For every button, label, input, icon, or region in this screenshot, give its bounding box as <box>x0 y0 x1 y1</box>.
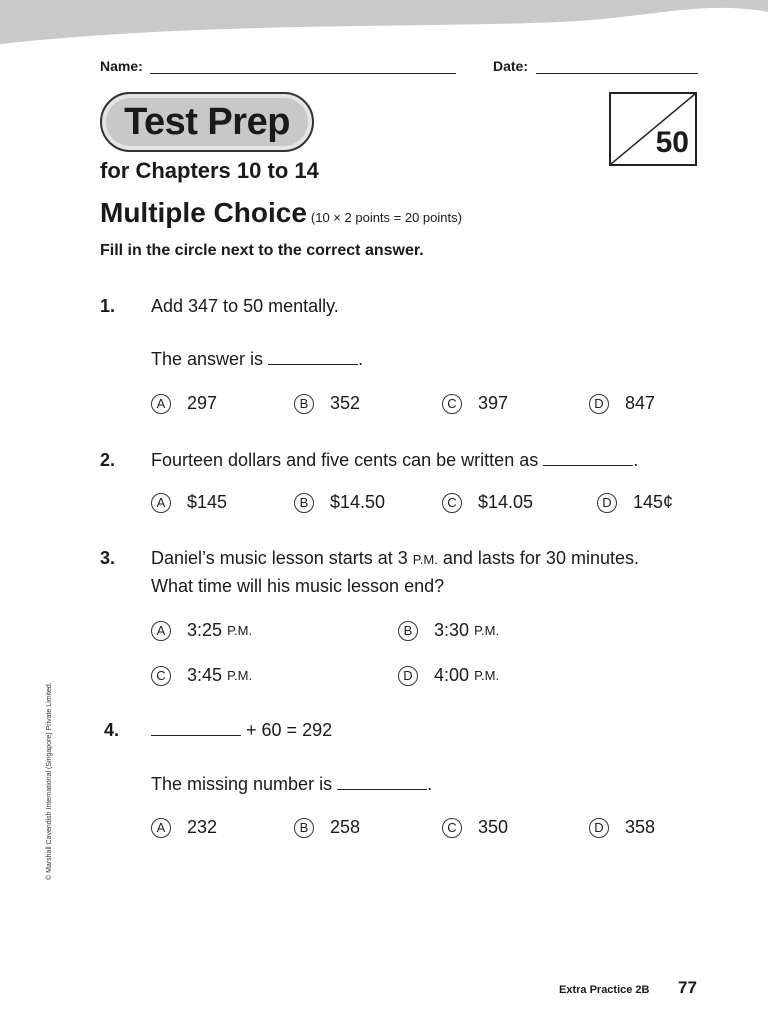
question-1-text: Add 347 to 50 mentally. <box>151 296 339 316</box>
question-4-option-d[interactable] <box>589 817 655 838</box>
answer-bubble[interactable]: A <box>151 621 171 641</box>
time-suffix: P.M. <box>474 668 500 683</box>
answer-bubble[interactable]: D <box>398 666 418 686</box>
question-1-option-c[interactable] <box>442 393 508 414</box>
option-value: $14.50 <box>330 492 386 512</box>
name-label: Name: <box>100 58 143 74</box>
copyright-notice: © Marshall Cavendish International (Singapore) Private Limited. <box>46 682 53 880</box>
answer-bubble[interactable]: C <box>151 666 171 686</box>
answer-bubble[interactable]: C <box>442 394 462 414</box>
subtitle: for Chapters 10 to 14 <box>100 158 319 183</box>
name-line[interactable] <box>150 73 456 74</box>
answer-blank[interactable] <box>151 719 241 736</box>
question-2-text-body: Fourteen dollars and five cents can be written as <box>151 450 539 470</box>
question-1-option-a[interactable] <box>151 393 217 414</box>
question-2-text <box>151 446 638 474</box>
question-4-option-a[interactable] <box>151 817 217 838</box>
answer-blank[interactable] <box>268 348 358 365</box>
date-label: Date: <box>493 58 529 74</box>
question-1-option-b[interactable] <box>294 393 360 414</box>
time-suffix: P.M. <box>412 552 438 567</box>
section-title-text: Multiple Choice <box>100 197 307 228</box>
footer-label: Extra Practice 2B <box>559 984 650 996</box>
option-value: 232 <box>187 817 218 837</box>
answer-bubble[interactable]: B <box>294 394 314 414</box>
question-3-option-d[interactable] <box>398 665 499 686</box>
answer-blank[interactable] <box>543 449 633 466</box>
page-number: 77 <box>678 978 697 997</box>
option-value: 3:25 <box>187 620 223 640</box>
top-banner <box>0 0 768 60</box>
instructions: Fill in the circle next to the correct answer. <box>100 242 424 259</box>
section-title <box>100 197 462 229</box>
question-3-text-a: Daniel’s music lesson starts at 3 <box>151 548 408 568</box>
option-value: 297 <box>187 393 218 413</box>
option-value: 258 <box>330 817 361 837</box>
option-value: 350 <box>478 817 509 837</box>
question-4-prompt-text: The missing number is <box>151 774 333 794</box>
question-1-prompt-text: The answer is <box>151 349 264 369</box>
question-2-option-d[interactable] <box>597 492 673 513</box>
option-value: 3:45 <box>187 665 223 685</box>
option-value: 847 <box>625 393 656 413</box>
question-3-text-line-1 <box>151 544 639 574</box>
answer-bubble[interactable]: B <box>294 818 314 838</box>
option-value: $14.05 <box>478 492 534 512</box>
answer-bubble[interactable]: B <box>294 493 314 513</box>
question-2-number: 2. <box>100 450 116 470</box>
score-box <box>609 92 697 166</box>
option-value: 352 <box>330 393 361 413</box>
question-3-option-b[interactable] <box>398 620 499 641</box>
question-3-option-a[interactable] <box>151 620 252 641</box>
answer-bubble[interactable]: A <box>151 493 171 513</box>
question-1-prompt-end: . <box>358 349 364 369</box>
answer-bubble[interactable]: C <box>442 818 462 838</box>
question-2-option-b[interactable] <box>294 492 385 513</box>
question-4-prompt <box>151 770 432 798</box>
answer-bubble[interactable]: D <box>589 394 609 414</box>
option-value: 145¢ <box>633 492 674 512</box>
date-line[interactable] <box>536 73 698 74</box>
question-3-number: 3. <box>100 548 116 568</box>
question-4-number: 4. <box>104 720 120 740</box>
question-1-number: 1. <box>100 296 116 316</box>
option-value: 4:00 <box>434 665 470 685</box>
question-4-option-b[interactable] <box>294 817 360 838</box>
question-4-prompt-end: . <box>427 774 433 794</box>
question-1-prompt <box>151 345 363 373</box>
option-value: $145 <box>187 492 228 512</box>
option-value: 397 <box>478 393 509 413</box>
question-1-option-d[interactable] <box>589 393 655 414</box>
score-total: 50 <box>655 126 689 159</box>
question-3-option-c[interactable] <box>151 665 252 686</box>
answer-blank[interactable] <box>337 773 427 790</box>
question-2-option-a[interactable] <box>151 492 227 513</box>
answer-bubble[interactable]: D <box>589 818 609 838</box>
question-3-text-b: and lasts for 30 minutes. <box>442 548 639 568</box>
question-2-text-end: . <box>633 450 639 470</box>
time-suffix: P.M. <box>227 668 253 683</box>
time-suffix: P.M. <box>474 623 500 638</box>
option-value: 3:30 <box>434 620 470 640</box>
answer-bubble[interactable]: A <box>151 394 171 414</box>
answer-bubble[interactable]: C <box>442 493 462 513</box>
option-value: 358 <box>625 817 656 837</box>
test-prep-badge <box>100 92 314 152</box>
answer-bubble[interactable]: B <box>398 621 418 641</box>
answer-bubble[interactable]: D <box>597 493 617 513</box>
time-suffix: P.M. <box>227 623 253 638</box>
badge-title: Test Prep <box>124 100 290 143</box>
question-4-equation <box>151 716 332 744</box>
equation-text: + 60 = 292 <box>246 720 333 740</box>
answer-bubble[interactable]: A <box>151 818 171 838</box>
section-points: (10 × 2 points = 20 points) <box>310 210 462 225</box>
question-2-option-c[interactable] <box>442 492 533 513</box>
question-4-option-c[interactable] <box>442 817 508 838</box>
question-3-text-line-2: What time will his music lesson end? <box>151 576 445 596</box>
